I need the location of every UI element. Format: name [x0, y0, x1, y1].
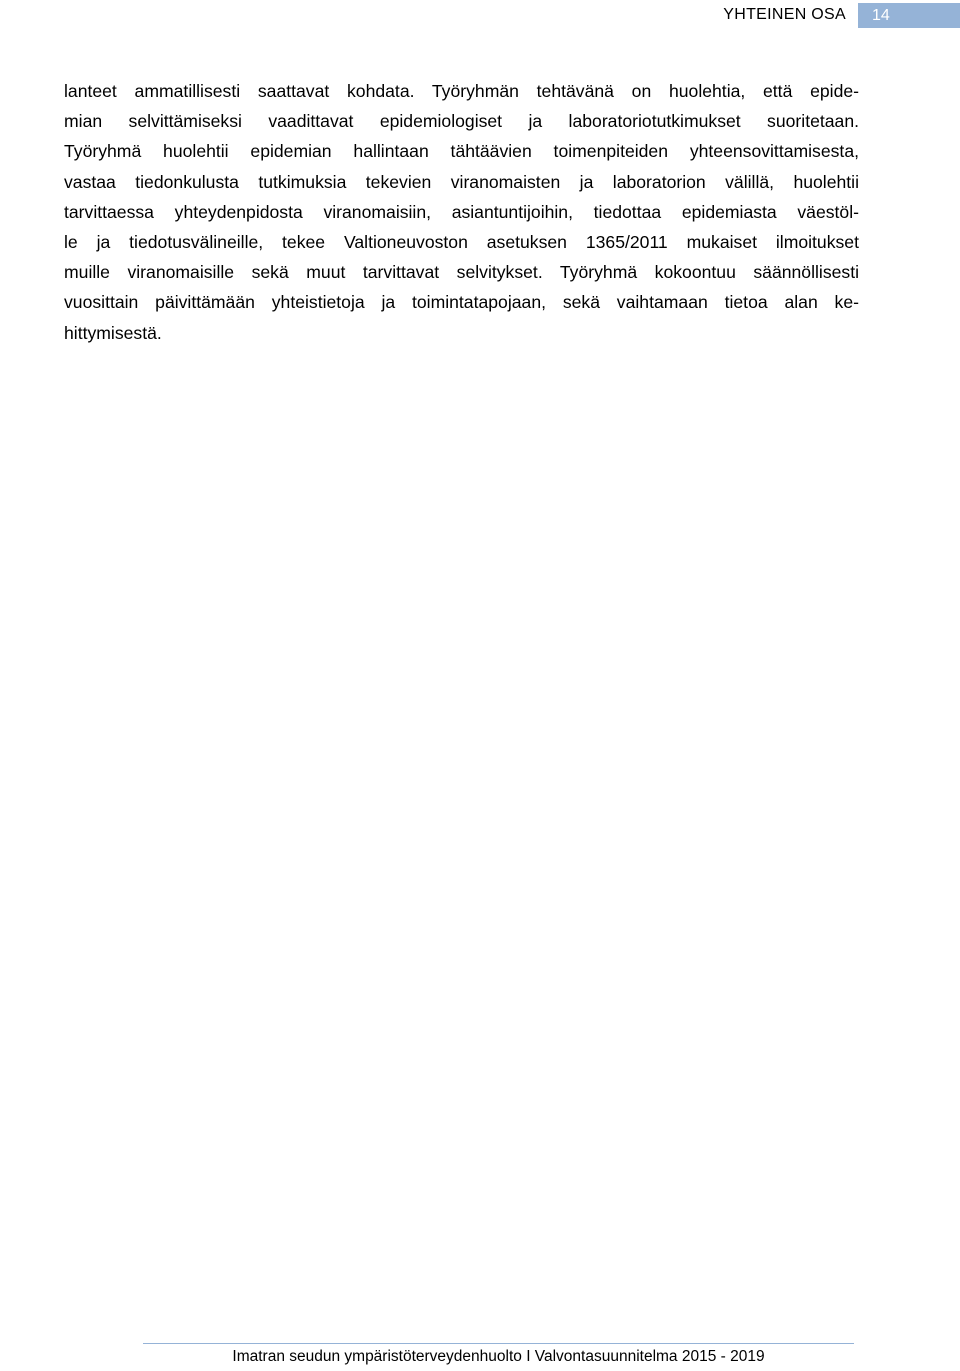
page-footer: Imatran seudun ympäristöterveydenhuolto I Valvontasuunnitelma 2015 - 2019 — [232, 1348, 765, 1365]
footer-divider — [143, 1343, 854, 1344]
page-header — [0, 0, 960, 30]
paragraph-line: lanteet ammatillisesti saattavat kohdata. Työryhmän tehtävänä on huolehtia, että epide- — [64, 81, 859, 101]
paragraph-line: hittymisestä. — [64, 322, 162, 343]
paragraph-line: le ja tiedotusvälineille, tekee Valtioneuvoston asetuksen 1365/2011 mukaiset ilmoitukset — [64, 232, 859, 253]
section-title: YHTEINEN OSA — [723, 6, 846, 23]
paragraph-line: vuosittain päivittämään yhteistietoja ja toimintatapojaan, sekä vaihtamaan tietoa alan ke- — [64, 292, 859, 313]
body-paragraph — [64, 76, 859, 348]
paragraph-line: tarvittaessa yhteydenpidosta viranomaisiin, asiantuntijoihin, tiedottaa epidemiasta väestöl- — [64, 201, 859, 222]
paragraph-line: Työryhmä huolehtii epidemian hallintaan tähtäävien toimenpiteiden yhteensovittamisesta, — [64, 141, 859, 162]
paragraph-line: muille viranomaisille sekä muut tarvittavat selvitykset. Työryhmä kokoontuu säännöllisesti — [64, 262, 859, 283]
paragraph-line: mian selvittämiseksi vaadittavat epidemiologiset ja laboratoriotutkimukset suoritetaan. — [64, 111, 859, 132]
paragraph-line: vastaa tiedonkulusta tutkimuksia tekevien viranomaisten ja laboratorion välillä, huolehtii — [64, 171, 859, 192]
page-number-badge: 14 — [858, 3, 960, 28]
